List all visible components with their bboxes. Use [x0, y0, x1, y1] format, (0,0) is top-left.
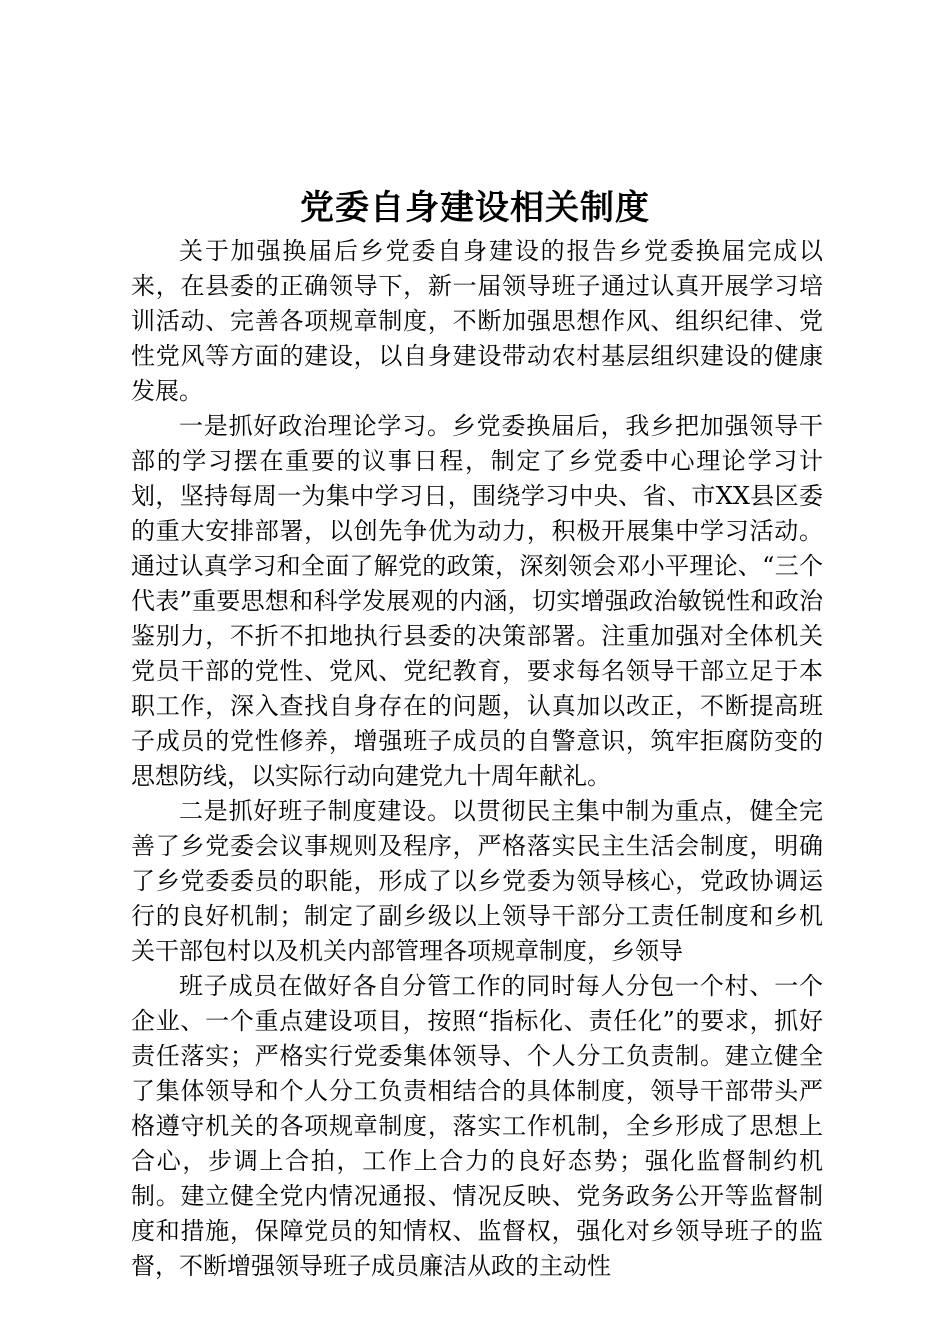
paragraph-system-building: 二是抓好班子制度建设。以贯彻民主集中制为重点，健全完善了乡党委会议事规则及程序，严格落实民主生活会制度，明确了乡党委委员的职能，形成了以乡党委为领导核心，党政协调运行的良好机制；制定了副乡级以上领导干部分工责任制度和乡机关干部包村以及机关内部管理各项规章制度，乡领导 — [131, 797, 823, 965]
paragraph-intro: 关于加强换届后乡党委自身建设的报告乡党委换届完成以来，在县委的正确领导下，新一届领导班子通过认真开展学习培训活动、完善各项规章制度，不断加强思想作风、组织纪律、党性党风等方面的建设，以自身建设带动农村基层组织建设的健康发展。 — [131, 237, 823, 405]
document-title: 党委自身建设相关制度 — [300, 188, 650, 228]
paragraph-responsibility: 班子成员在做好各自分管工作的同时每人分包一个村、一个企业、一个重点建设项目，按照“指标化、责任化”的要求，抓好责任落实；严格实行党委集体领导、个人分工负责制。建立健全了集体领导和个人分工负责相结合的具体制度，领导干部带头严格遵守机关的各项规章制度，落实工作机制，全乡形成了思想上合心，步调上合拍，工作上合力的良好态势；强化监督制约机制。建立健全党内情况通报、情况反映、党务政务公开等监督制度和措施，保障党员的知情权、监督权，强化对乡领导班子的监督，不断增强领导班子成员廉洁从政的主动性 — [131, 972, 823, 1280]
paragraph-theory-study: 一是抓好政治理论学习。乡党委换届后，我乡把加强领导干部的学习摆在重要的议事日程，制定了乡党委中心理论学习计划，坚持每周一为集中学习日，围绕学习中央、省、市XX县区委的重大安排部署，以创先争优为动力，积极开展集中学习活动。通过认真学习和全面了解党的政策，深刻领会邓小平理论、“三个代表”重要思想和科学发展观的内涵，切实增强政治敏锐性和政治鉴别力，不折不扣地执行县委的决策部署。注重加强对全体机关党员干部的党性、党风、党纪教育，要求每名领导干部立足于本职工作，深入查找自身存在的问题，认真加以改正，不断提高班子成员的党性修养，增强班子成员的自警意识，筑牢拒腐防变的思想防线，以实际行动向建党九十周年献礼。 — [131, 412, 823, 790]
document-body — [131, 234, 823, 1284]
